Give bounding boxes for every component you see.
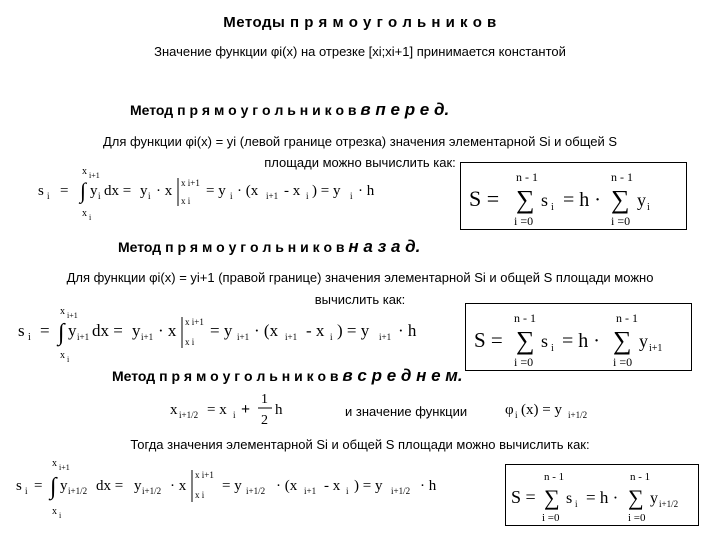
middle-heading-main: п р я м о у г о л ь н и к о в bbox=[159, 368, 339, 384]
forward-heading-main: п р я м о у г о л ь н и к о в bbox=[177, 102, 357, 118]
svg-text:i: i bbox=[575, 499, 578, 509]
forward-heading bbox=[130, 100, 449, 120]
svg-text:n - 1: n - 1 bbox=[514, 311, 536, 325]
svg-text:s: s bbox=[16, 478, 22, 494]
svg-text:y: y bbox=[68, 321, 77, 340]
function-value-formula bbox=[500, 392, 640, 432]
svg-text:i+1: i+1 bbox=[379, 332, 392, 342]
backward-heading-main: п р я м о у г о л ь н и к о в bbox=[165, 239, 345, 255]
svg-text:i: i bbox=[233, 410, 236, 420]
svg-text:x: x bbox=[82, 208, 87, 219]
svg-text:i+1/2: i+1/2 bbox=[246, 486, 266, 496]
svg-text:i: i bbox=[148, 191, 151, 201]
svg-text:∑: ∑ bbox=[516, 326, 535, 355]
svg-text:dx =: dx = bbox=[104, 183, 132, 199]
svg-text:· (x: · (x bbox=[276, 478, 298, 494]
svg-text:x: x bbox=[60, 306, 65, 317]
svg-text:s: s bbox=[18, 321, 25, 340]
svg-text:∑: ∑ bbox=[613, 326, 632, 355]
svg-text:- x: - x bbox=[284, 183, 301, 199]
backward-total-formula-box bbox=[465, 303, 692, 371]
backward-heading bbox=[118, 237, 420, 257]
svg-text:x i: x i bbox=[195, 490, 205, 500]
svg-text:x i+1: x i+1 bbox=[185, 317, 204, 327]
svg-text:=: = bbox=[40, 321, 50, 340]
function-value-label: и значение функции bbox=[345, 404, 468, 419]
svg-text:i =0: i =0 bbox=[611, 214, 631, 228]
svg-text:· h: · h bbox=[358, 183, 375, 199]
svg-text:i+1: i+1 bbox=[649, 343, 663, 354]
svg-text:i+1/2: i+1/2 bbox=[568, 410, 588, 420]
svg-text:i: i bbox=[67, 355, 70, 364]
svg-text:· x: · x bbox=[170, 478, 187, 494]
middle-elementary-formula bbox=[10, 450, 500, 522]
svg-text:i+1: i+1 bbox=[67, 311, 78, 320]
svg-text:x: x bbox=[52, 506, 57, 517]
svg-text:y: y bbox=[650, 490, 658, 507]
svg-text:i: i bbox=[350, 191, 353, 201]
svg-text:y: y bbox=[134, 478, 142, 494]
svg-text:∑: ∑ bbox=[611, 185, 630, 214]
svg-text:i: i bbox=[647, 202, 650, 213]
svg-text:i: i bbox=[59, 511, 62, 520]
svg-text:= h ·: = h · bbox=[586, 488, 619, 507]
svg-text:i: i bbox=[306, 191, 309, 201]
svg-text:=: = bbox=[60, 183, 69, 199]
forward-total-formula-box bbox=[460, 162, 687, 230]
svg-text:i: i bbox=[47, 191, 50, 201]
svg-text:n - 1: n - 1 bbox=[611, 170, 633, 184]
svg-text:i =0: i =0 bbox=[514, 355, 534, 369]
svg-text:i+1/2: i+1/2 bbox=[659, 499, 679, 509]
svg-text:n - 1: n - 1 bbox=[616, 311, 638, 325]
svg-text:i: i bbox=[330, 332, 333, 342]
midpoint-formula bbox=[165, 386, 305, 436]
svg-text:x i: x i bbox=[185, 337, 195, 347]
svg-text:) = y: ) = y bbox=[354, 478, 383, 494]
intro-text: Значение функции φi(x) на отрезке [xi;xi+1] принимается константой bbox=[154, 44, 566, 59]
svg-text:i: i bbox=[346, 486, 349, 496]
svg-text:y: y bbox=[637, 190, 646, 210]
svg-text:S =: S = bbox=[469, 186, 500, 211]
page-title: Методы п р я м о у г о л ь н и к о в bbox=[223, 14, 497, 31]
forward-heading-prefix: Метод bbox=[130, 102, 174, 118]
svg-text:x: x bbox=[60, 350, 65, 361]
svg-text:i: i bbox=[89, 213, 92, 222]
middle-desc: Тогда значения элементарной Si и общей S площади можно вычислить как: bbox=[130, 437, 590, 452]
middle-total-formula-box bbox=[505, 464, 699, 526]
svg-text:· (x: · (x bbox=[237, 183, 259, 199]
svg-text:n - 1: n - 1 bbox=[516, 170, 538, 184]
forward-heading-em: в п е р е д. bbox=[360, 100, 450, 119]
svg-text:S =: S = bbox=[474, 328, 503, 352]
svg-text:i: i bbox=[551, 202, 554, 213]
svg-text:= x: = x bbox=[207, 402, 227, 418]
svg-text:s: s bbox=[541, 331, 549, 351]
forward-desc-2: площади можно вычислить как: bbox=[264, 155, 456, 170]
svg-text:h: h bbox=[275, 402, 283, 418]
svg-text:i: i bbox=[28, 332, 31, 343]
svg-text:· x: · x bbox=[156, 183, 173, 199]
svg-text:i =0: i =0 bbox=[542, 512, 560, 524]
middle-heading-em: в с р е д н е м. bbox=[342, 366, 463, 385]
svg-text:y: y bbox=[639, 331, 648, 351]
svg-text:i+1: i+1 bbox=[141, 332, 154, 342]
svg-text:dx =: dx = bbox=[92, 321, 123, 340]
svg-text:= y: = y bbox=[210, 321, 233, 340]
svg-text:y: y bbox=[60, 478, 68, 494]
svg-text:∑: ∑ bbox=[544, 485, 560, 510]
svg-text:i+1: i+1 bbox=[304, 486, 317, 496]
svg-text:dx =: dx = bbox=[96, 478, 124, 494]
backward-heading-prefix: Метод bbox=[118, 239, 162, 255]
svg-text:s: s bbox=[541, 190, 549, 210]
svg-text:· h: · h bbox=[420, 478, 437, 494]
backward-desc-2: вычислить как: bbox=[314, 292, 406, 307]
svg-text:x: x bbox=[82, 166, 87, 177]
svg-text:S =: S = bbox=[511, 487, 536, 507]
svg-text:1: 1 bbox=[261, 392, 268, 407]
svg-text:n - 1: n - 1 bbox=[630, 471, 651, 483]
svg-text:∫: ∫ bbox=[58, 320, 65, 346]
svg-text:φ: φ bbox=[505, 402, 514, 418]
svg-text:i+1/2: i+1/2 bbox=[68, 486, 88, 496]
svg-text:) = y: ) = y bbox=[337, 321, 370, 340]
svg-text:∑: ∑ bbox=[628, 485, 644, 510]
backward-desc-1: Для функции φi(x) = yi+1 (правой границе) значения элементарной Si и общей S площади можно bbox=[66, 270, 654, 285]
svg-text:i+1: i+1 bbox=[59, 463, 70, 472]
svg-text:= h ·: = h · bbox=[562, 330, 600, 352]
svg-text:∫: ∫ bbox=[50, 474, 57, 500]
svg-text:x i+1: x i+1 bbox=[195, 470, 214, 480]
svg-text:i+1/2: i+1/2 bbox=[391, 486, 411, 496]
svg-text:x: x bbox=[170, 402, 178, 418]
svg-text:i+1/2: i+1/2 bbox=[179, 410, 199, 420]
svg-text:i: i bbox=[230, 191, 233, 201]
forward-elementary-formula bbox=[30, 160, 470, 222]
svg-text:+: + bbox=[241, 401, 251, 418]
middle-heading-prefix: Метод bbox=[112, 368, 156, 384]
svg-text:2: 2 bbox=[261, 413, 268, 428]
svg-text:i: i bbox=[98, 191, 101, 201]
svg-text:i+1: i+1 bbox=[77, 332, 90, 342]
svg-text:i =0: i =0 bbox=[613, 355, 633, 369]
backward-heading-em: н а з а д. bbox=[348, 237, 421, 256]
svg-text:∫: ∫ bbox=[80, 178, 87, 203]
svg-text:x i+1: x i+1 bbox=[181, 178, 200, 188]
svg-text:i: i bbox=[551, 343, 554, 354]
svg-text:- x: - x bbox=[324, 478, 341, 494]
svg-text:y: y bbox=[132, 321, 141, 340]
backward-elementary-formula bbox=[10, 300, 490, 366]
svg-text:· x: · x bbox=[158, 321, 177, 340]
svg-text:i =0: i =0 bbox=[628, 512, 646, 524]
svg-text:x: x bbox=[52, 458, 57, 469]
svg-text:· (x: · (x bbox=[254, 321, 279, 340]
svg-text:∑: ∑ bbox=[516, 185, 535, 214]
svg-text:s: s bbox=[38, 183, 44, 199]
svg-text:= h ·: = h · bbox=[563, 189, 601, 211]
svg-text:i+1/2: i+1/2 bbox=[142, 486, 162, 496]
svg-text:i: i bbox=[25, 486, 28, 496]
svg-text:=: = bbox=[34, 478, 43, 494]
forward-desc-1: Для функции φi(x) = yi (левой границе отрезка) значения элементарной Si и общей S bbox=[102, 134, 618, 149]
svg-text:y: y bbox=[90, 183, 98, 199]
svg-text:s: s bbox=[566, 490, 573, 507]
svg-text:i: i bbox=[515, 410, 518, 420]
svg-text:· h: · h bbox=[398, 321, 417, 340]
svg-text:i+1: i+1 bbox=[266, 191, 279, 201]
middle-heading bbox=[112, 366, 463, 386]
svg-text:i+1: i+1 bbox=[89, 171, 100, 180]
svg-text:i+1: i+1 bbox=[237, 332, 250, 342]
svg-text:y: y bbox=[140, 183, 148, 199]
svg-text:= y: = y bbox=[206, 183, 226, 199]
svg-text:n - 1: n - 1 bbox=[544, 471, 565, 483]
svg-text:i =0: i =0 bbox=[514, 214, 534, 228]
svg-text:) = y: ) = y bbox=[312, 183, 341, 199]
svg-text:i+1: i+1 bbox=[285, 332, 298, 342]
svg-text:(x) = y: (x) = y bbox=[521, 402, 562, 418]
svg-text:- x: - x bbox=[306, 321, 325, 340]
svg-text:= y: = y bbox=[222, 478, 242, 494]
svg-text:x i: x i bbox=[181, 196, 191, 206]
